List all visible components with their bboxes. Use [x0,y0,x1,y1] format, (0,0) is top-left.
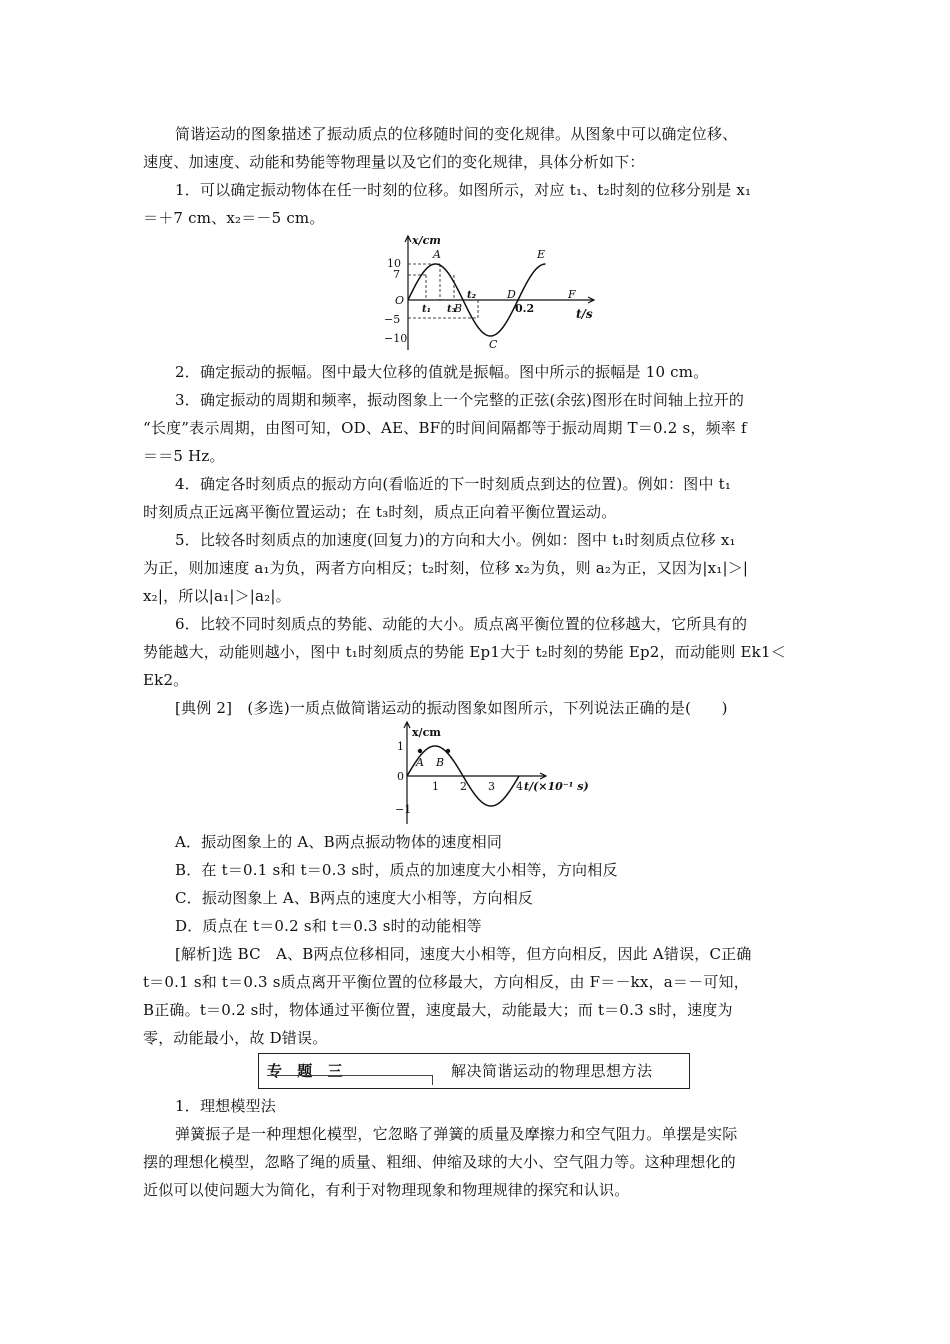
point-6-line-2: 势能越大，动能则越小，图中 t₁时刻质点的势能 Ep1大于 t₂时刻的势能 Ep2，而动能则 Ek1＜ [143,643,786,661]
method-1-line-2: 摆的理想化模型，忽略了绳的质量、粗细、伸缩及球的大小、空气阻力等。这种理想化的 [143,1153,736,1171]
point-4-line-2: 时刻质点正远离平衡位置运动；在 t₃时刻，质点正向着平衡位置运动。 [143,503,617,521]
graph2-point-A: A [416,756,424,769]
graph1-origin: O [395,294,405,307]
graph1-t-label: t/s [576,307,593,321]
graph1-tick-7: 7 [393,268,400,281]
graph1-point-D: D [507,288,516,301]
analysis-line-4: 零，动能最小，故 D错误。 [143,1029,328,1047]
topic-divider [432,1075,433,1085]
point-3-line-1: 3．确定振动的周期和频率，振动图象上一个完整的正弦(余弦)图形在时间轴上拉开的 [175,391,745,409]
graph1-tick-10: 10 [387,257,401,270]
graph1-point-C: C [489,338,498,351]
point-1-line-1: 1．可以确定振动物体在任一时刻的位移。如图所示，对应 t₁、t₂时刻的位移分别是 x₁ [175,181,752,199]
graph2-tick-x4: 4 [516,780,523,793]
method-1-line-3: 近似可以使问题大为简化，有利于对物理现象和物理规律的探究和认识。 [143,1181,630,1199]
option-C: C．振动图象上 A、B两点的速度大小相等，方向相反 [175,889,534,907]
point-5-line-1: 5．比较各时刻质点的加速度(回复力)的方向和大小。例如：图中 t₁时刻质点位移 x₁ [175,531,736,549]
point-5-line-3: x₂|，所以|a₁|＞|a₂|。 [143,587,291,605]
analysis-line-1: [解析]选 BC A、B两点位移相同，速度大小相等，但方向相反，因此 A错误，C正确 [175,945,752,963]
graph1-tick-0.2: 0.2 [515,302,535,315]
graph2-t-label: t/(×10⁻¹ s) [524,780,589,793]
topic-number: 专 题 三 [267,1062,348,1080]
graph2-point-B: B [436,756,445,769]
graph2-tick-minus1: −1 [395,803,412,816]
topic-banner [258,1053,690,1089]
intro-line-2: 速度、加速度、动能和势能等物理量以及它们的变化规律，具体分析如下： [143,153,645,171]
graph2-tick-1: 1 [397,740,404,753]
graph1-point-B: B [454,302,463,315]
example-2-question: [典例 2] (多选)一质点做简谐运动的振动图象如图所示，下列说法正确的是( ) [175,699,728,717]
analysis-line-3: B正确。t＝0.2 s时，物体通过平衡位置，速度最大，动能最大；而 t＝0.3 s时，速度为 [143,1001,733,1019]
graph2-tick-x3: 3 [488,780,495,793]
graph1-tick-minus5: −5 [384,313,401,326]
point-3-line-2: “长度”表示周期，由图可知，OD、AE、BF的时间间隔都等于振动周期 T＝0.2 s，频率 f [143,419,747,437]
point-1-line-2: ＝＋7 cm、x₂＝－5 cm。 [143,209,325,227]
topic-underline [267,1075,432,1076]
point-3-line-3: ＝＝5 Hz。 [143,447,225,465]
analysis-line-2: t＝0.1 s和 t＝0.3 s质点离开平衡位置的位移最大，方向相反，由 F＝－kx，a＝－可知， [143,973,749,991]
graph2-dot-A [418,749,422,753]
option-A: A．振动图象上的 A、B两点振动物体的速度相同 [175,833,503,851]
point-6-line-1: 6．比较不同时刻质点的势能、动能的大小。质点离平衡位置的位移越大，它所具有的 [175,615,748,633]
intro-line-1: 简谐运动的图象描述了振动质点的位移随时间的变化规律。从图象中可以确定位移、 [175,125,738,143]
graph1-label-t3: t₃ [447,304,456,315]
option-B: B．在 t＝0.1 s和 t＝0.3 s时，质点的加速度大小相等，方向相反 [175,861,618,879]
method-1-line-1: 弹簧振子是一种理想化模型，它忽略了弹簧的质量及摩擦力和空气阻力。单摆是实际 [175,1125,738,1143]
graph2-tick-0: 0 [397,770,404,783]
graph1-point-F: F [568,288,576,301]
graph2-tick-x1: 1 [432,780,439,793]
graph1-y-label: x/cm [412,234,441,247]
option-D: D．质点在 t＝0.2 s和 t＝0.3 s时的动能相等 [175,917,482,935]
graph1-point-A: A [433,248,441,261]
point-5-line-2: 为正，则加速度 a₁为负，两者方向相反；t₂时刻，位移 x₂为负，则 a₂为正，又因为|x₁|＞| [143,559,749,577]
graph1-point-E: E [537,248,546,261]
vibration-graph-1 [378,228,610,356]
point-6-line-3: Ek2。 [143,671,189,689]
graph1-label-t2: t₂ [467,290,476,301]
vibration-graph-2 [392,716,600,826]
point-2: 2．确定振动的振幅。图中最大位移的值就是振幅。图中所示的振幅是 10 cm。 [175,363,709,381]
graph2-dot-B [446,749,450,753]
graph1-label-t1: t₁ [422,304,431,315]
topic-title: 解决简谐运动的物理思想方法 [451,1062,653,1080]
graph2-y-label: x/cm [412,726,441,739]
graph2-tick-x2: 2 [460,780,467,793]
point-4-line-1: 4．确定各时刻质点的振动方向(看临近的下一时刻质点到达的位置)。例如：图中 t₁ [175,475,732,493]
method-1-heading: 1．理想模型法 [175,1097,276,1115]
graph1-tick-minus10: −10 [384,332,408,345]
